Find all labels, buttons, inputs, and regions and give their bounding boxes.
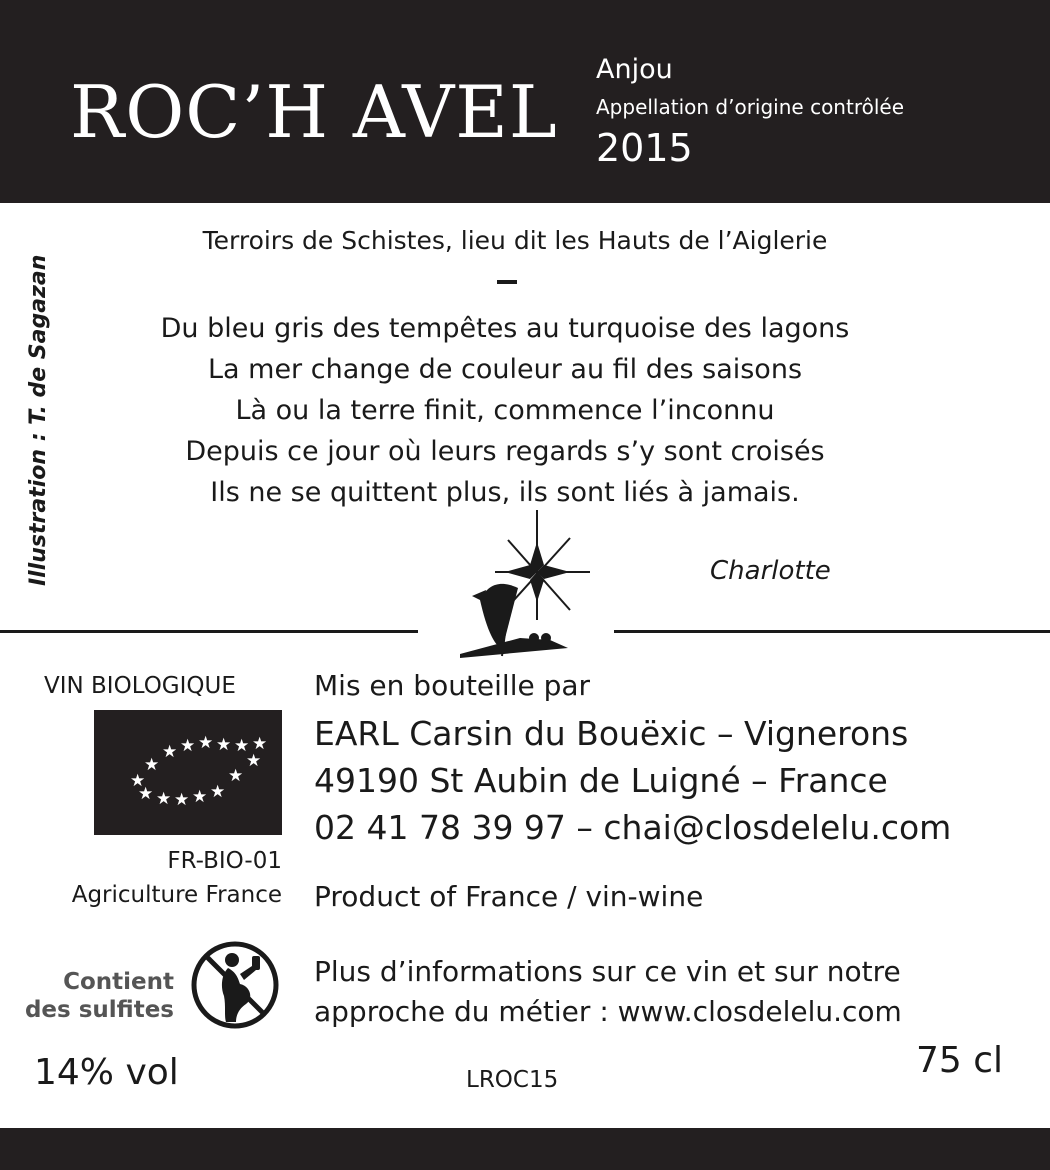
certification-code: FR-BIO-01 <box>167 848 282 874</box>
svg-text:★: ★ <box>174 790 190 810</box>
svg-text:★: ★ <box>246 751 262 771</box>
vintage-year: 2015 <box>596 126 693 170</box>
svg-text:★: ★ <box>228 766 244 786</box>
sulfites-line: des sulfites <box>24 997 174 1023</box>
poem-author: Charlotte <box>710 556 831 586</box>
svg-text:★: ★ <box>180 736 196 756</box>
divider-left <box>0 630 418 633</box>
bottle-volume: 75 cl <box>916 1040 1004 1081</box>
appellation: Appellation d’origine contrôlée <box>596 95 905 119</box>
producer-contact: 02 41 78 39 97 – chai@closdelelu.com <box>314 808 952 847</box>
compass-star-ship-illustration <box>450 510 600 660</box>
sulfites-warning <box>20 968 174 1024</box>
certification-origin: Agriculture France <box>71 882 282 908</box>
more-info-text <box>314 952 902 1032</box>
more-info-line: Plus d’informations sur ce vin et sur notre <box>314 955 901 988</box>
poem-line: Du bleu gris des tempêtes au turquoise des lagons <box>160 313 850 344</box>
wine-region: Anjou <box>596 54 673 85</box>
svg-text:★: ★ <box>234 736 250 756</box>
more-info-line: approche du métier : www.closdelelu.com <box>314 995 902 1028</box>
product-of-france: Product of France / vin-wine <box>314 880 704 913</box>
svg-text:★: ★ <box>198 733 214 753</box>
poem-line: Depuis ce jour où leurs regards s’y sont croisés <box>185 436 825 467</box>
divider-right <box>614 630 1050 633</box>
separator-dash <box>497 280 517 284</box>
producer-block <box>314 710 951 851</box>
poem-line: Là ou la terre finit, commence l’inconnu <box>235 395 775 426</box>
footer-band <box>0 1128 1050 1170</box>
terroir-text: Terroirs de Schistes, lieu dit les Hauts de l’Aiglerie <box>202 226 828 255</box>
bottled-by-label: Mis en bouteille par <box>314 669 591 702</box>
svg-text:★: ★ <box>192 787 208 807</box>
svg-text:★: ★ <box>130 771 146 791</box>
svg-text:★: ★ <box>138 784 154 804</box>
alcohol-by-volume: 14% vol <box>34 1052 179 1093</box>
eu-organic-logo <box>94 710 282 835</box>
poem <box>80 308 930 513</box>
svg-text:★: ★ <box>162 742 178 762</box>
poem-line: La mer change de couleur au fil des saisons <box>207 354 803 385</box>
lot-number: LROC15 <box>466 1067 559 1093</box>
organic-wine-label: VIN BIOLOGIQUE <box>44 673 236 699</box>
eu-organic-leaf-icon <box>94 710 282 835</box>
svg-text:★: ★ <box>156 789 172 809</box>
producer-address: 49190 St Aubin de Luigné – France <box>314 761 888 800</box>
svg-text:★: ★ <box>216 735 232 755</box>
svg-text:★: ★ <box>144 755 160 775</box>
sulfites-line: Contient <box>63 969 174 995</box>
svg-text:★: ★ <box>210 782 226 802</box>
svg-text:★: ★ <box>252 734 268 754</box>
poem-line: Ils ne se quittent plus, ils sont liés à jamais. <box>210 477 800 508</box>
illustration-credit: Illustration : T. de Sagazan <box>26 254 51 586</box>
producer-name: EARL Carsin du Bouëxic – Vignerons <box>314 714 909 753</box>
wine-name: ROC’H AVEL <box>70 70 558 154</box>
pregnancy-warning-icon <box>190 940 280 1030</box>
